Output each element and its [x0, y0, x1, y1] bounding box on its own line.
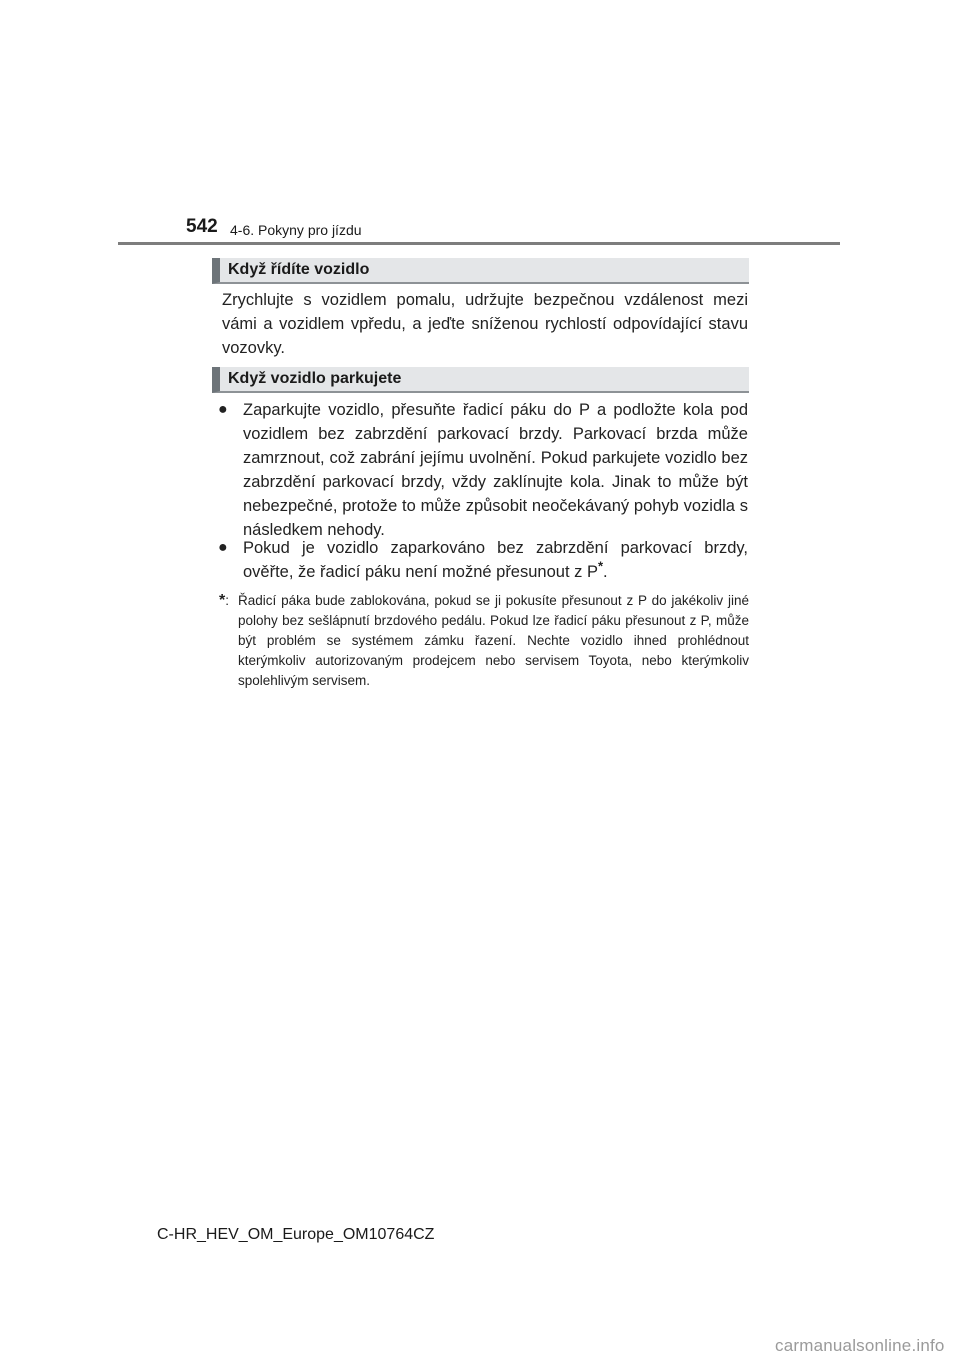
footnote-reference-marker: *	[597, 558, 604, 574]
driving-paragraph: Zrychlujte s vozidlem pomalu, udržujte bezpečnou vzdálenost mezi vámi a vozidlem vpředu, a jeďte sníženou rychlostí odpovídající stavu vozovky.	[222, 291, 748, 357]
header-divider	[118, 242, 840, 245]
parking-bullet-text-main: Pokud je vozidlo zaparkováno bez zabrzdění parkovací brzdy, ověřte, že řadicí páku není možné přesunout z P	[243, 539, 748, 581]
page-number: 542	[186, 216, 218, 237]
parking-bullet-item	[218, 536, 748, 584]
bullet-dot-icon: ●	[218, 539, 228, 556]
bullet-dot-icon: ●	[218, 401, 228, 418]
footnote	[219, 591, 749, 691]
footnote-text: Řadicí páka bude zablokována, pokud se ji pokusíte přesunout z P do jakékoliv jiné polohy bez sešlápnutí brzdového pedálu. Pokud lze řadicí páku přesunout z P, může být problém se systémem zámku řazení. Nechte vozidlo ihned prohlédnout kterýmkoliv autorizovaným prodejcem nebo servisem Toyota, nebo kterýmkoliv spolehlivým servisem.	[238, 593, 749, 688]
footnote-star: *	[219, 592, 226, 609]
parking-bullet-text	[243, 536, 748, 584]
footnote-separator: :	[225, 593, 229, 608]
parking-bullet-item	[218, 398, 748, 542]
watermark-link[interactable]: carmanualsonline.info	[775, 1336, 945, 1355]
parking-bullet-text-suffix: .	[603, 563, 608, 581]
chapter-title: 4-6. Pokyny pro jízdu	[230, 222, 362, 238]
parking-bullet-text: Zaparkujte vozidlo, přesuňte řadicí páku do P a podložte kola pod vozidlem bez zabrzdění parkovací brzdy. Parkovací brzda může zamrznout, což zabrání jejímu uvolnění. Pokud parkujete vozidlo bez zabrzdění parkovací brzdy, vždy zaklínujte kola. Jinak to může být nebezpečné, protože to může způsobit neočekávaný pohyb vozidla s následkem nehody.	[243, 401, 748, 539]
section-heading-driving: Když řídíte vozidlo	[212, 258, 749, 284]
footnote-marker	[219, 591, 229, 611]
section-heading-parking: Když vozidlo parkujete	[212, 367, 749, 393]
document-code: C-HR_HEV_OM_Europe_OM10764CZ	[157, 1226, 435, 1243]
